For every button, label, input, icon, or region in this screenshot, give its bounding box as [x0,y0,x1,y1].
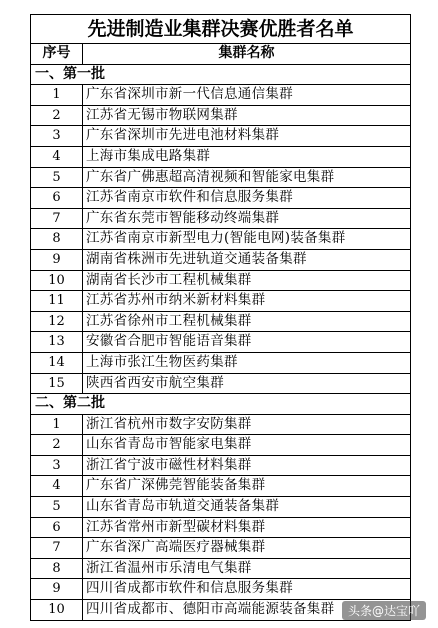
cluster-name: 上海市张江生物医药集群 [83,352,411,373]
table-row [31,229,411,250]
cluster-name: 江苏省南京市软件和信息服务集群 [83,188,411,209]
cluster-name: 广东省广深佛莞智能装备集群 [83,476,411,497]
cluster-name: 上海市集成电路集群 [83,146,411,167]
row-number: 7 [31,208,83,229]
cluster-name: 湖南省长沙市工程机械集群 [83,270,411,291]
cluster-name: 广东省深圳市先进电池材料集群 [83,126,411,147]
row-number: 4 [31,146,83,167]
cluster-name: 广东省东莞市智能移动终端集群 [83,208,411,229]
table-row [31,414,411,435]
cluster-name: 湖南省株洲市先进轨道交通装备集群 [83,249,411,270]
document-sheet [30,14,410,621]
cluster-name: 安徽省合肥市智能语音集群 [83,332,411,353]
row-number: 13 [31,332,83,353]
table-title: 先进制造业集群决赛优胜者名单 [31,15,411,44]
table-row [31,517,411,538]
table-row [31,352,411,373]
row-number: 5 [31,167,83,188]
table-row [31,146,411,167]
cluster-name: 四川省成都市软件和信息服务集群 [83,579,411,600]
header-row [31,44,411,65]
row-number: 14 [31,352,83,373]
cluster-name: 浙江省温州市乐清电气集群 [83,558,411,579]
row-number: 2 [31,435,83,456]
row-number: 9 [31,249,83,270]
table-row [31,126,411,147]
cluster-name: 山东省青岛市智能家电集群 [83,435,411,456]
row-number: 10 [31,600,83,621]
table-row [31,558,411,579]
cluster-name: 浙江省宁波市磁性材料集群 [83,455,411,476]
table-row [31,291,411,312]
cluster-name: 广东省深圳市新一代信息通信集群 [83,85,411,106]
table-row [31,85,411,106]
table-row [31,249,411,270]
row-number: 12 [31,311,83,332]
row-number: 7 [31,538,83,559]
cluster-name: 江苏省无锡市物联网集群 [83,105,411,126]
table-row [31,270,411,291]
table-row [31,476,411,497]
table-row [31,579,411,600]
section-row [31,394,411,415]
table-row [31,455,411,476]
table-row [31,373,411,394]
row-number: 8 [31,558,83,579]
winners-table [30,14,411,621]
row-number: 1 [31,85,83,106]
cluster-name: 广东省深广高端医疗器械集群 [83,538,411,559]
table-row [31,435,411,456]
cluster-name: 广东省广佛惠超高清视频和智能家电集群 [83,167,411,188]
row-number: 1 [31,414,83,435]
cluster-name: 江苏省常州市新型碳材料集群 [83,517,411,538]
watermark: 头条@达宝吖 [342,601,426,620]
name-header: 集群名称 [83,44,411,65]
table-row [31,208,411,229]
row-number: 3 [31,455,83,476]
section-label: 一、第一批 [31,64,411,85]
row-number: 8 [31,229,83,250]
cluster-name: 山东省青岛市轨道交通装备集群 [83,497,411,518]
section-row [31,64,411,85]
cluster-name: 陕西省西安市航空集群 [83,373,411,394]
cluster-name: 江苏省苏州市纳米新材料集群 [83,291,411,312]
row-number: 10 [31,270,83,291]
table-row [31,167,411,188]
row-number: 15 [31,373,83,394]
cluster-name: 浙江省杭州市数字安防集群 [83,414,411,435]
table-row [31,105,411,126]
cluster-name: 江苏省徐州市工程机械集群 [83,311,411,332]
row-number: 4 [31,476,83,497]
index-header: 序号 [31,44,83,65]
row-number: 5 [31,497,83,518]
row-number: 6 [31,188,83,209]
cluster-name: 四川省成都市、德阳市高端能源装备集群 [83,600,411,621]
table-row [31,311,411,332]
row-number: 11 [31,291,83,312]
row-number: 9 [31,579,83,600]
row-number: 2 [31,105,83,126]
cluster-name: 江苏省南京市新型电力(智能电网)装备集群 [83,229,411,250]
row-number: 6 [31,517,83,538]
table-row [31,332,411,353]
title-row [31,15,411,44]
table-row [31,188,411,209]
table-row [31,538,411,559]
table-row [31,497,411,518]
row-number: 3 [31,126,83,147]
section-label: 二、第二批 [31,394,411,415]
